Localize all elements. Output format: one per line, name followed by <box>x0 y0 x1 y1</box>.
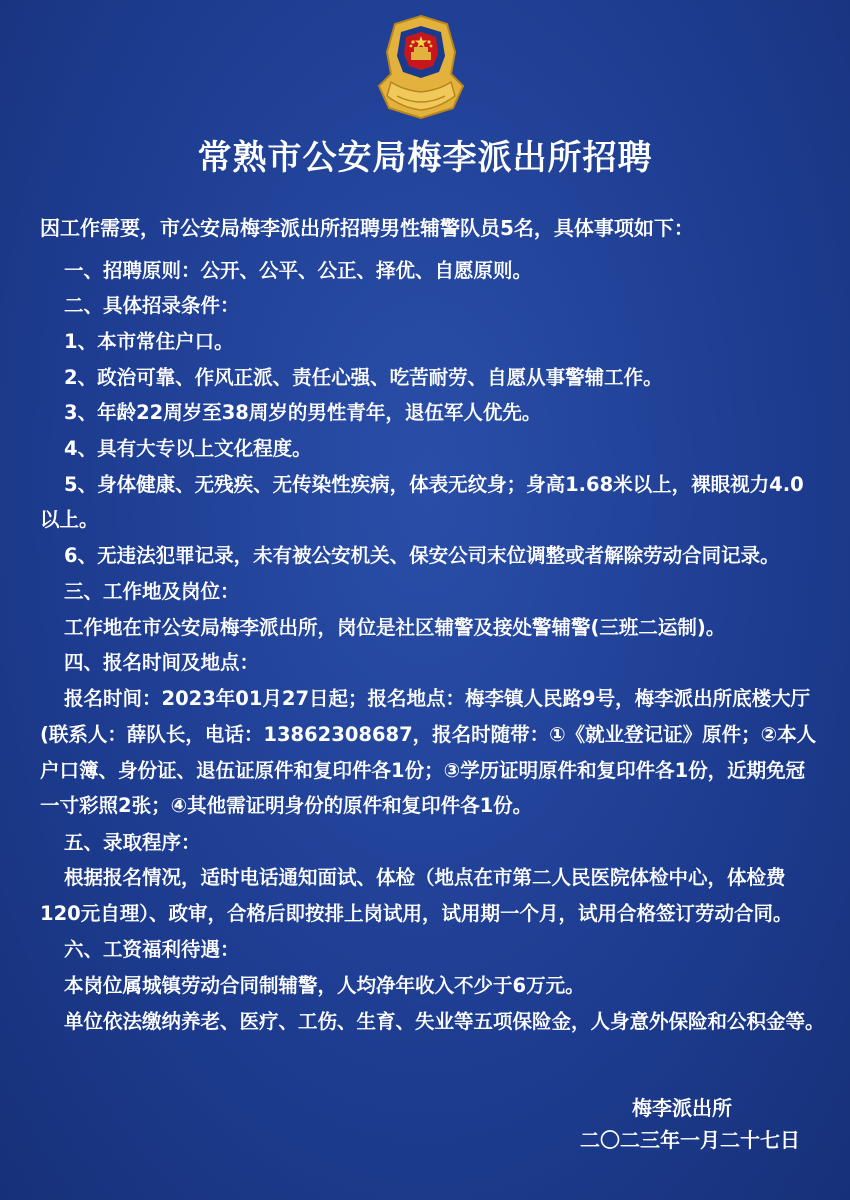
section-6-line-1: 本岗位属城镇劳动合同制辅警，人均净年收入不少于6万元。 <box>64 974 585 997</box>
section-4-line-3: 户口簿、身份证、退伍证原件和复印件各1份；③学历证明原件和复印件各1份，近期免冠 <box>40 759 806 782</box>
condition-6: 6、无违法犯罪记录，未有被公安机关、保安公司末位调整或者解除劳动合同记录。 <box>64 544 780 567</box>
section-6-heading: 六、工资福利待遇： <box>64 938 240 961</box>
section-4-line-4: 一寸彩照2张；④其他需证明身份的原件和复印件各1份。 <box>40 794 533 817</box>
section-4-line-2: (联系人：薛队长，电话：13862308687，报名时随带：①《就业登记证》原件；②本人 <box>40 723 817 746</box>
page-title: 常熟市公安局梅李派出所招聘 <box>197 138 653 178</box>
condition-3: 3、年龄22周岁至38周岁的男性青年，退伍军人优先。 <box>64 401 542 424</box>
condition-5-line-2: 以上。 <box>40 508 99 531</box>
condition-1: 1、本市常住户口。 <box>64 330 234 353</box>
section-3-text: 工作地在市公安局梅李派出所，岗位是社区辅警及接处警辅警(三班二运制)。 <box>64 616 726 639</box>
section-6-line-2: 单位依法缴纳养老、医疗、工伤、生育、失业等五项保险金，人身意外保险和公积金等。 <box>64 1010 825 1033</box>
section-5-line-2: 120元自理）、政审，合格后即按排上岗试用，试用期一个月，试用合格签订劳动合同。 <box>40 902 793 925</box>
section-4-heading: 四、报名时间及地点： <box>64 651 260 674</box>
section-3-heading: 三、工作地及岗位： <box>64 580 240 603</box>
police-emblem-icon <box>373 12 469 122</box>
condition-5-line-1: 5、身体健康、无残疾、无传染性疾病，体表无纹身；身高1.68米以上，裸眼视力4.0 <box>64 473 804 496</box>
section-5-line-1: 根据报名情况，适时电话通知面试、体检（地点在市第二人民医院体检中心，体检费 <box>64 866 786 889</box>
intro-text: 因工作需要，市公安局梅李派出所招聘男性辅警队员5名，具体事项如下： <box>40 216 694 240</box>
section-4-line-1: 报名时间：2023年01月27日起；报名地点：梅李镇人民路9号，梅李派出所底楼大厅 <box>64 687 811 710</box>
section-1-principles: 一、招聘原则：公开、公平、公正、择优、自愿原则。 <box>64 259 533 282</box>
signature-org: 梅李派出所 <box>632 1096 732 1120</box>
signature-date: 二〇二三年一月二十七日 <box>580 1128 800 1152</box>
section-2-heading: 二、具体招录条件： <box>64 294 240 317</box>
condition-2: 2、政治可靠、作风正派、责任心强、吃苦耐劳、自愿从事警辅工作。 <box>64 366 663 389</box>
section-5-heading: 五、录取程序： <box>64 831 201 854</box>
condition-4: 4、具有大专以上文化程度。 <box>64 437 312 460</box>
